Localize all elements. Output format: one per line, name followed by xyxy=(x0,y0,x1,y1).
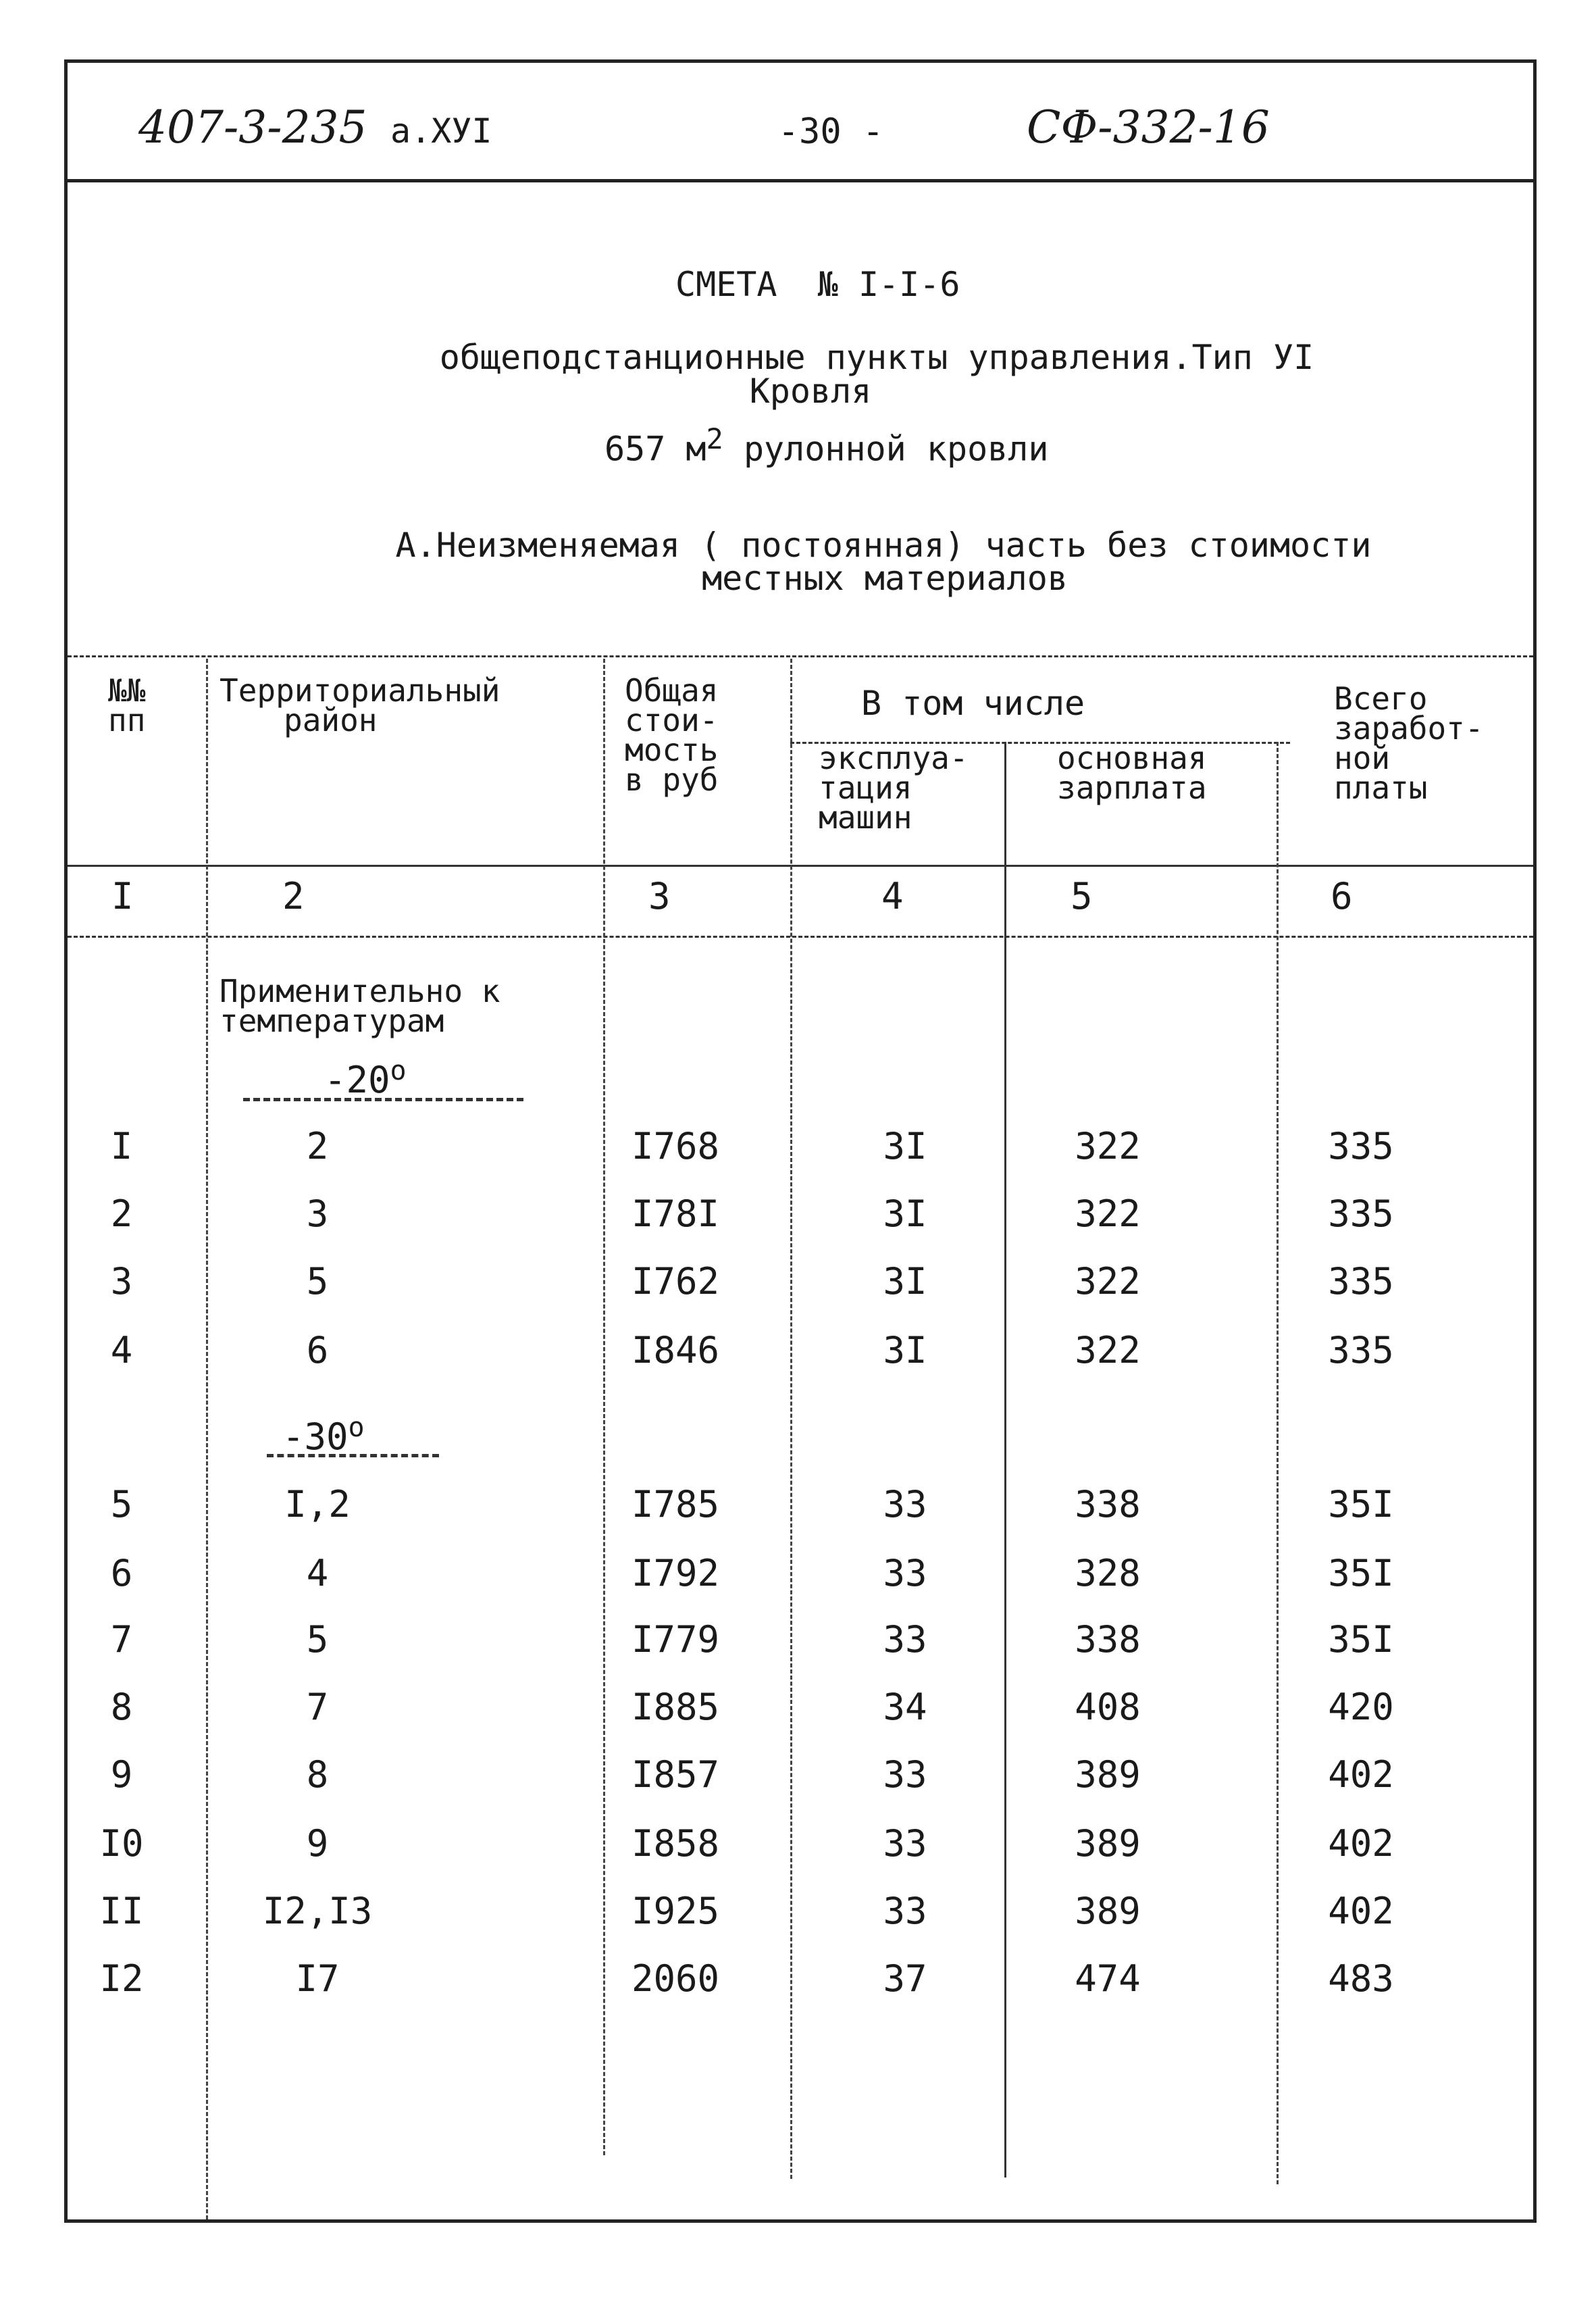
header-col4-line1: эксплуа- xyxy=(819,740,969,776)
header-col6-line3: ной xyxy=(1334,740,1391,776)
header-col1-line1: №№ xyxy=(108,672,146,709)
table-cell: 34 xyxy=(883,1686,927,1728)
header-col2 xyxy=(220,672,500,738)
temperature-note-line1: Применительно к xyxy=(220,973,500,1009)
col-numbers-bottom-rule xyxy=(68,936,1533,938)
header-col1 xyxy=(108,672,146,738)
page-number: -30 - xyxy=(777,111,884,152)
table-cell: 322 xyxy=(1075,1192,1141,1235)
table-top-rule xyxy=(68,655,1533,657)
header-col3-line3: мость xyxy=(625,732,719,768)
header-col3 xyxy=(625,672,719,798)
table-cell: 35I xyxy=(1328,1618,1394,1661)
temp-heading-1-value: -20 xyxy=(324,1059,390,1101)
table-cell: 9 xyxy=(110,1753,133,1796)
table-cell: 335 xyxy=(1328,1125,1394,1167)
table-cell: I846 xyxy=(631,1329,720,1372)
temperature-note-line2: температурам xyxy=(220,1003,444,1039)
table-cell: 9 xyxy=(306,1822,329,1865)
volume-unit-power: 2 xyxy=(706,422,723,455)
smeta-word: СМЕТА xyxy=(675,265,777,304)
temp-heading-2-value: -30 xyxy=(282,1415,349,1458)
table-cell: 420 xyxy=(1328,1686,1394,1728)
table-cell: 335 xyxy=(1328,1260,1394,1303)
table-cell: I,2 xyxy=(284,1483,351,1526)
table-cell: 389 xyxy=(1075,1822,1141,1865)
header-col6 xyxy=(1334,680,1484,806)
table-cell: 7 xyxy=(110,1618,133,1661)
table-cell: 37 xyxy=(883,1957,927,2000)
table-cell: I785 xyxy=(631,1483,720,1526)
table-cell: 3I xyxy=(883,1329,927,1372)
table-cell: I xyxy=(110,1125,133,1167)
table-cell: 35I xyxy=(1328,1552,1394,1594)
header-col6-line4: платы xyxy=(1334,770,1428,806)
table-cell: 335 xyxy=(1328,1192,1394,1235)
table-cell: 5 xyxy=(306,1260,329,1303)
table-cell: 5 xyxy=(110,1483,133,1526)
table-cell: II xyxy=(99,1890,144,1932)
col-number-1: I xyxy=(111,875,134,917)
volume-unit: м xyxy=(686,429,706,469)
volume-number: 657 xyxy=(604,429,666,469)
table-cell: I0 xyxy=(99,1822,144,1865)
volume-line xyxy=(604,422,1048,469)
table-cell: 338 xyxy=(1075,1483,1141,1526)
header-col4-line2: тация xyxy=(819,770,912,806)
temp-heading-2 xyxy=(282,1412,365,1458)
header-col2-line1: Территориальный xyxy=(220,672,500,709)
table-cell: I768 xyxy=(631,1125,720,1167)
table-cell: 33 xyxy=(883,1483,927,1526)
table-cell: 474 xyxy=(1075,1957,1141,2000)
section-name: Кровля xyxy=(749,372,872,411)
col-divider-1 xyxy=(206,659,208,2219)
col-number-4: 4 xyxy=(881,875,904,917)
part-line-2: местных материалов xyxy=(702,559,1068,598)
table-cell: I762 xyxy=(631,1260,720,1303)
col-number-5: 5 xyxy=(1071,875,1093,917)
table-cell: 338 xyxy=(1075,1618,1141,1661)
table-cell: 3I xyxy=(883,1192,927,1235)
table-cell: I858 xyxy=(631,1822,720,1865)
smeta-number: № I-I-6 xyxy=(817,265,960,304)
table-cell: 335 xyxy=(1328,1329,1394,1372)
temp-heading-1-degree: о xyxy=(390,1055,407,1086)
header-col4-line3: машин xyxy=(819,799,912,836)
table-cell: 33 xyxy=(883,1822,927,1865)
table-cell: I2,I3 xyxy=(262,1890,373,1932)
table-cell: 8 xyxy=(110,1686,133,1728)
header-group: В том числе xyxy=(861,684,1085,723)
header-col5 xyxy=(1057,740,1207,806)
col-number-6: 6 xyxy=(1331,875,1353,917)
table-cell: I7 xyxy=(295,1957,340,2000)
table-cell: 33 xyxy=(883,1890,927,1932)
table-cell: 2060 xyxy=(631,1957,720,2000)
table-cell: 8 xyxy=(306,1753,329,1796)
col-number-3: 3 xyxy=(648,875,671,917)
table-cell: 483 xyxy=(1328,1957,1394,2000)
table-cell: 33 xyxy=(883,1753,927,1796)
header-col6-line1: Всего xyxy=(1334,680,1428,717)
table-cell: 3 xyxy=(110,1260,133,1303)
header-col5-line1: основная xyxy=(1057,740,1207,776)
part-line-1: А.Неизменяемая ( постоянная) часть без стоимости xyxy=(395,526,1372,565)
header-col4 xyxy=(819,740,969,836)
table-cell: 322 xyxy=(1075,1329,1141,1372)
temp-heading-1-underline xyxy=(243,1098,523,1101)
table-cell: 322 xyxy=(1075,1260,1141,1303)
table-cell: 322 xyxy=(1075,1125,1141,1167)
temp-heading-2-degree: о xyxy=(348,1412,365,1443)
table-cell: 33 xyxy=(883,1618,927,1661)
col-number-2: 2 xyxy=(282,875,305,917)
table-cell: 3I xyxy=(883,1125,927,1167)
table-cell: I779 xyxy=(631,1618,720,1661)
table-cell: 4 xyxy=(306,1552,329,1594)
temp-heading-2-underline xyxy=(267,1454,439,1457)
table-cell: 3 xyxy=(306,1192,329,1235)
table-cell: 2 xyxy=(110,1192,133,1235)
table-cell: I792 xyxy=(631,1552,720,1594)
table-cell: I885 xyxy=(631,1686,720,1728)
col-divider-5 xyxy=(1277,742,1279,2184)
table-cell: 33 xyxy=(883,1552,927,1594)
table-cell: 5 xyxy=(306,1618,329,1661)
col-divider-4 xyxy=(1004,742,1006,2178)
col-numbers-top-rule xyxy=(68,865,1533,867)
table-cell: 2 xyxy=(306,1125,329,1167)
sheet-code: СФ-332-16 xyxy=(1027,101,1270,153)
temp-heading-1 xyxy=(324,1055,407,1101)
header-divider xyxy=(64,179,1537,182)
doc-code: 407-3-235 xyxy=(138,101,367,153)
table-cell: 3I xyxy=(883,1260,927,1303)
table-cell: 402 xyxy=(1328,1822,1394,1865)
header-col6-line2: заработ- xyxy=(1334,710,1484,747)
table-cell: I925 xyxy=(631,1890,720,1932)
table-cell: 6 xyxy=(110,1552,133,1594)
header-col3-line1: Общая xyxy=(625,672,719,709)
header-col3-line4: в руб xyxy=(625,761,719,798)
table-cell: I2 xyxy=(99,1957,144,2000)
table-cell: 328 xyxy=(1075,1552,1141,1594)
header-col3-line2: стои- xyxy=(625,702,719,738)
col-divider-2 xyxy=(603,659,605,2155)
object-name: общеподстанционные пункты управления.Тип УI xyxy=(439,338,1314,377)
table-cell: 4 xyxy=(110,1329,133,1372)
table-cell: 408 xyxy=(1075,1686,1141,1728)
header-col2-line2: район xyxy=(284,702,378,738)
table-cell: I78I xyxy=(631,1192,720,1235)
table-cell: 402 xyxy=(1328,1753,1394,1796)
header-col1-line2: пп xyxy=(108,702,146,738)
temperature-note xyxy=(220,973,500,1039)
col-divider-3 xyxy=(790,659,792,2179)
header-col5-line2: зарплата xyxy=(1057,770,1207,806)
table-cell: 389 xyxy=(1075,1890,1141,1932)
album-number: а.XУI xyxy=(390,111,492,151)
volume-text: рулонной кровли xyxy=(743,429,1049,469)
table-cell: 7 xyxy=(306,1686,329,1728)
table-cell: 35I xyxy=(1328,1483,1394,1526)
table-cell: 389 xyxy=(1075,1753,1141,1796)
table-cell: 402 xyxy=(1328,1890,1394,1932)
table-cell: I857 xyxy=(631,1753,720,1796)
smeta-title xyxy=(675,265,960,304)
table-cell: 6 xyxy=(306,1329,329,1372)
